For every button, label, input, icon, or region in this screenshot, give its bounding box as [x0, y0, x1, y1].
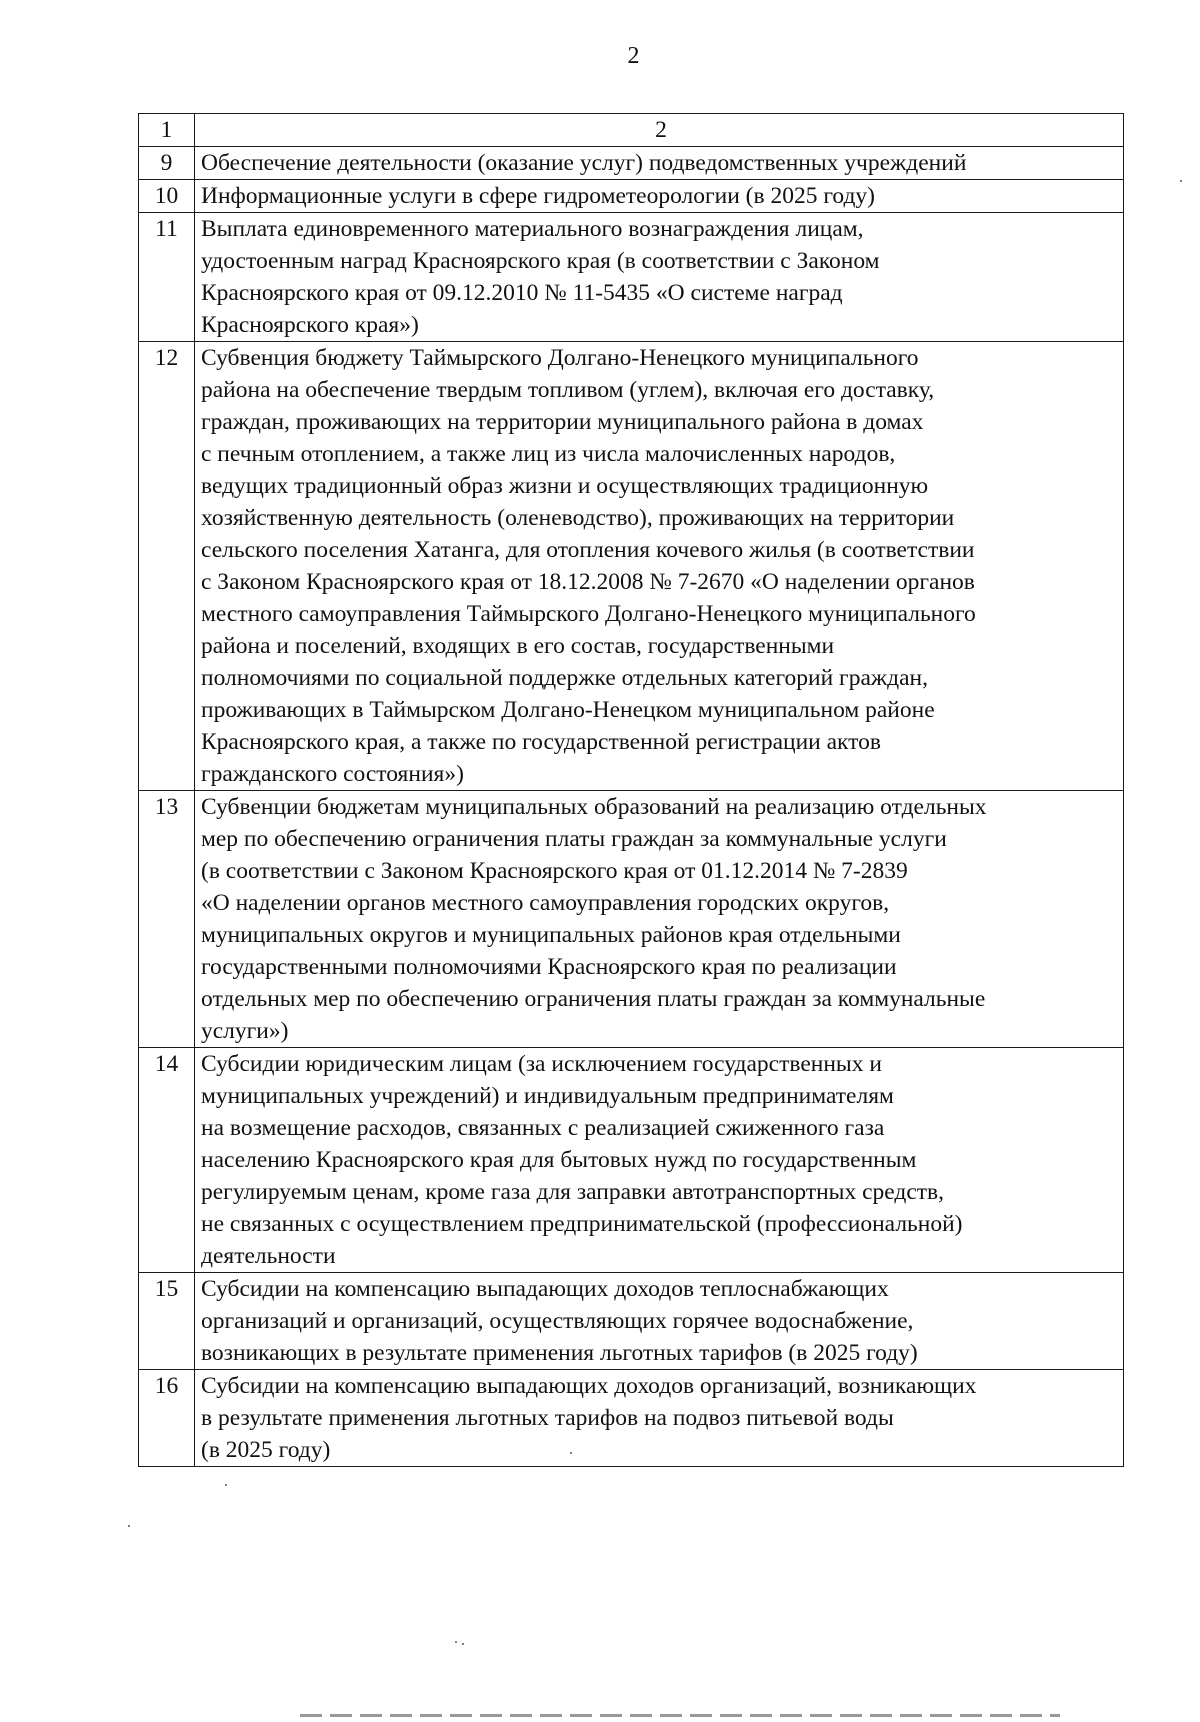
description-line: удостоенным наград Красноярского края (в соответствии с Законом [201, 248, 880, 274]
header-col-1: 1 [139, 114, 195, 147]
description-line: отдельных мер по обеспечению ограничения платы граждан за коммунальные [201, 986, 986, 1012]
description-line: населению Красноярского края для бытовых нужд по государственным [201, 1147, 917, 1173]
description-line: (в 2025 году) [201, 1437, 331, 1463]
scan-speck [128, 1525, 130, 1527]
description-line: в результате применения льготных тарифов на подвоз питьевой воды [201, 1405, 894, 1431]
row-number: 11 [139, 213, 195, 342]
description-line: «О наделении органов местного самоуправления городских округов, [201, 890, 890, 916]
page-number: 2 [627, 43, 640, 69]
description-line: (в соответствии с Законом Красноярского края от 01.12.2014 № 7-2839 [201, 858, 908, 884]
table-row [139, 342, 1124, 791]
description-line: района и поселений, входящих в его состав, государственными [201, 633, 835, 659]
description-line: проживающих в Таймырском Долгано-Ненецком муниципальном районе [201, 697, 935, 723]
description-line: местного самоуправления Таймырского Долгано-Ненецкого муниципального [201, 601, 976, 627]
description-line: граждан, проживающих на территории муниципального района в домах [201, 409, 924, 435]
row-description [195, 1273, 1124, 1370]
description-line: Красноярского края») [201, 312, 419, 338]
description-line: с Законом Красноярского края от 18.12.2008 № 7-2670 «О наделении органов [201, 569, 975, 595]
row-description [195, 180, 1124, 213]
table-row [139, 147, 1124, 180]
description-line: мер по обеспечению ограничения платы граждан за коммунальные услуги [201, 826, 947, 852]
row-description [195, 147, 1124, 180]
table-header-row [139, 114, 1124, 147]
description-line: муниципальных округов и муниципальных районов края отдельными [201, 922, 901, 948]
row-number: 9 [139, 147, 195, 180]
scan-speck [225, 1484, 227, 1486]
row-description [195, 213, 1124, 342]
row-number: 13 [139, 791, 195, 1048]
description-line: Выплата единовременного материального вознаграждения лицам, [201, 216, 864, 242]
description-line: Субсидии на компенсацию выпадающих доходов теплоснабжающих [201, 1276, 889, 1302]
description-line: организаций и организаций, осуществляющих горячее водоснабжение, [201, 1308, 914, 1334]
description-line: Субвенции бюджетам муниципальных образований на реализацию отдельных [201, 794, 987, 820]
description-line: деятельности [201, 1243, 336, 1269]
description-line: услуги») [201, 1018, 289, 1044]
table-row [139, 791, 1124, 1048]
scan-speck [1180, 180, 1182, 182]
table-row [139, 1048, 1124, 1273]
description-line: с печным отоплением, а также лиц из числа малочисленных народов, [201, 441, 896, 467]
description-line: хозяйственную деятельность (оленеводство), проживающих на территории [201, 505, 955, 531]
description-line: Красноярского края от 09.12.2010 № 11-5435 «О системе наград [201, 280, 843, 306]
scan-speck [462, 1643, 464, 1645]
table-row [139, 1370, 1124, 1467]
row-number: 14 [139, 1048, 195, 1273]
description-line: Обеспечение деятельности (оказание услуг) подведомственных учреждений [201, 150, 967, 176]
table-row [139, 1273, 1124, 1370]
description-line: Информационные услуги в сфере гидрометеорологии (в 2025 году) [201, 183, 875, 209]
scan-speck [570, 1452, 572, 1454]
row-number: 15 [139, 1273, 195, 1370]
description-line: возникающих в результате применения льготных тарифов (в 2025 году) [201, 1340, 918, 1366]
row-description [195, 1048, 1124, 1273]
header-col-2: 2 [195, 114, 1124, 147]
description-line: регулируемым ценам, кроме газа для заправки автотранспортных средств, [201, 1179, 945, 1205]
row-number: 16 [139, 1370, 195, 1467]
description-line: Субсидии юридическим лицам (за исключением государственных и [201, 1051, 882, 1077]
description-line: государственными полномочиями Красноярского края по реализации [201, 954, 897, 980]
row-number: 12 [139, 342, 195, 791]
appendix-table [138, 113, 1124, 1467]
description-line: ведущих традиционный образ жизни и осуществляющих традиционную [201, 473, 929, 499]
description-line: полномочиями по социальной поддержке отдельных категорий граждан, [201, 665, 928, 691]
row-description [195, 342, 1124, 791]
row-description [195, 1370, 1124, 1467]
description-line: Субсидии на компенсацию выпадающих доходов организаций, возникающих [201, 1373, 977, 1399]
scan-bottom-edge [300, 1714, 1060, 1717]
description-line: Красноярского края, а также по государственной регистрации актов [201, 729, 881, 755]
row-description [195, 791, 1124, 1048]
table-row [139, 213, 1124, 342]
description-line: гражданского состояния») [201, 761, 464, 787]
scan-speck [455, 1641, 457, 1643]
description-line: не связанных с осуществлением предпринимательской (профессиональной) [201, 1211, 963, 1237]
description-line: Субвенция бюджету Таймырского Долгано-Ненецкого муниципального [201, 345, 919, 371]
description-line: района на обеспечение твердым топливом (углем), включая его доставку, [201, 377, 935, 403]
description-line: муниципальных учреждений) и индивидуальным предпринимателям [201, 1083, 894, 1109]
row-number: 10 [139, 180, 195, 213]
table-body [139, 114, 1124, 1467]
description-line: сельского поселения Хатанга, для отопления кочевого жилья (в соответствии [201, 537, 975, 563]
description-line: на возмещение расходов, связанных с реализацией сжиженного газа [201, 1115, 885, 1141]
table-row [139, 180, 1124, 213]
